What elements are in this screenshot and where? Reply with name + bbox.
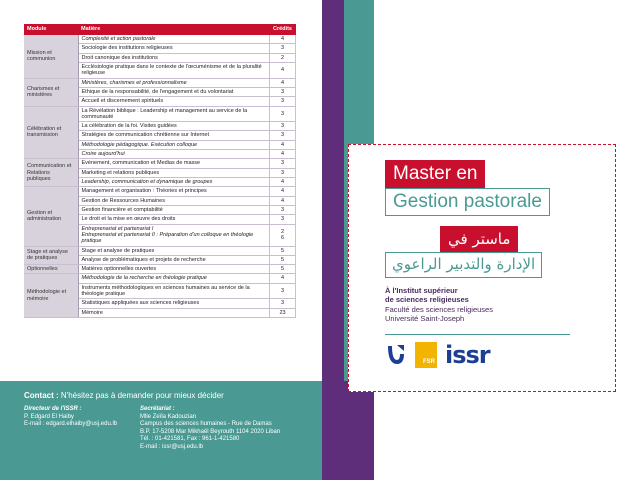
module-cell: Optionnelles [24, 265, 78, 274]
credit-cell: 4 [270, 178, 296, 187]
institution-line1: À l'Institut supérieur [385, 286, 458, 295]
course-cell: Droit canonique des institutions [78, 53, 270, 62]
credit-cell: 23 [270, 308, 296, 317]
course-cell: Accueil et discernement spirituels [78, 97, 270, 106]
institution-line2: de sciences religieuses [385, 295, 469, 305]
usj-logo-icon [385, 342, 407, 368]
course-cell: Matières optionnelles ouvertes [78, 265, 270, 274]
fsr-logo-icon [415, 342, 437, 368]
contact-section [0, 381, 322, 480]
table-body [24, 35, 296, 318]
course-cell: Le droit et la mise en œuvre des droits [78, 215, 270, 224]
contact-heading-text: N'hésitez pas à demander pour mieux décider [58, 391, 224, 400]
course-cell: La célébration de la foi. Visites guidées [78, 122, 270, 131]
course-cell: La Révélation biblique : Leadership et management au service de la communauté [78, 106, 270, 122]
course-cell: Management et organisation : Théories et principes [78, 187, 270, 196]
course-cell: Ecclésiologie pratique dans le contexte de l'œcuménisme et de la pluralité religieuse [78, 62, 270, 78]
credit-cell: 3 [270, 159, 296, 168]
issr-logo-text: issr [445, 341, 490, 369]
course-cell: Statistiques appliquées aux sciences religieuses [78, 299, 270, 308]
course-cell: Analyse de problématiques et projets de recherche [78, 255, 270, 264]
institution-university: Université Saint-Joseph [385, 314, 465, 324]
module-cell: Stage et analyse de pratiques [24, 246, 78, 265]
director-role: Directeur de l'ISSR : [24, 406, 82, 412]
contact-secretariat [140, 406, 320, 451]
credit-cell: 3 [270, 97, 296, 106]
credit-cell: 2 6 [270, 224, 296, 246]
director-email[interactable]: E-mail : edgard.elhaiby@usj.edu.lb [24, 421, 118, 427]
purple-bottom-block [322, 381, 374, 480]
contact-heading-label: Contact : [24, 391, 59, 400]
institution-block [385, 286, 575, 324]
secretariat-role: Secrétariat : [140, 406, 175, 412]
course-cell: Ethique de la responsabilité, de l'engagement et du volontariat [78, 87, 270, 96]
module-cell: Mission et communion [24, 35, 78, 78]
table-row [24, 106, 296, 122]
title-master-en: Master en [385, 160, 485, 188]
title-gestion-pastorale: Gestion pastorale [385, 188, 550, 216]
table-row [24, 265, 296, 274]
course-cell: Instruments méthodologiques en sciences humaines au service de la théologie pratique [78, 283, 270, 299]
arabic-title-line2: الإدارة والتدبير الراعوي [385, 252, 542, 278]
credit-cell: 4 [270, 150, 296, 159]
table-header-row [24, 24, 296, 35]
credit-cell: 3 [270, 168, 296, 177]
table-row [24, 274, 296, 283]
table-row [24, 78, 296, 87]
secretariat-email[interactable]: E-mail : issr@usj.edu.lb [140, 443, 204, 450]
header-course: Matière [78, 24, 270, 35]
credit-cell: 2 [270, 53, 296, 62]
course-cell: Sociologie des institutions religieuses [78, 44, 270, 53]
module-cell: Méthodologie et mémoire [24, 274, 78, 318]
credit-cell: 4 [270, 78, 296, 87]
course-cell: Gestion de Ressources Humaines [78, 196, 270, 205]
contact-heading [24, 391, 224, 400]
issr-logo-icon [445, 342, 490, 368]
module-cell: Célébration et transmission [24, 106, 78, 159]
credit-cell: 3 [270, 131, 296, 140]
secretariat-name: Mlle Zeïla Kadouzian [140, 413, 197, 420]
course-cell: Complexité et action pastorale [78, 35, 270, 44]
table-row [24, 159, 296, 168]
credit-cell: 4 [270, 35, 296, 44]
course-table [24, 24, 296, 318]
course-cell: Mémoire [78, 308, 270, 317]
credit-cell: 4 [270, 62, 296, 78]
course-cell: Méthodologie pédagogique. Exécution colloque [78, 140, 270, 149]
header-credits: Crédits [270, 24, 296, 35]
table-row [24, 246, 296, 255]
institution-divider [385, 334, 570, 335]
credit-cell: 3 [270, 299, 296, 308]
credit-cell: 4 [270, 196, 296, 205]
course-cell: Gestion financière et comptabilité [78, 205, 270, 214]
course-cell: Entreprenariat et partenariat I Entreprenariat et partenariat II : Préparation d'un colloque en théologie pratique [78, 224, 270, 246]
course-cell: Stage et analyse de pratiques [78, 246, 270, 255]
module-cell: Communication et Relations publiques [24, 159, 78, 187]
credit-cell: 3 [270, 283, 296, 299]
credit-cell: 5 [270, 265, 296, 274]
fsr-logo-text: FSR [423, 359, 435, 365]
course-cell: Stratégies de communication chrétienne sur Internet [78, 131, 270, 140]
credit-cell: 4 [270, 187, 296, 196]
credit-cell: 4 [270, 274, 296, 283]
secretariat-address: B.P. 17-5208 Mar Mikhaël Beyrouth 1104 2020 Liban [140, 428, 281, 435]
contact-director [24, 406, 134, 429]
module-cell: Gestion et administration [24, 187, 78, 246]
credit-cell: 5 [270, 246, 296, 255]
course-cell: Leadership, communication et dynamique de groupes [78, 178, 270, 187]
course-cell: Ministères, charismes et professionnalisme [78, 78, 270, 87]
course-cell: Croire aujourd'hui [78, 150, 270, 159]
header-module: Module [24, 24, 78, 35]
course-cell: Evénement, communication et Medias de masse [78, 159, 270, 168]
credit-cell: 4 [270, 140, 296, 149]
credit-cell: 3 [270, 87, 296, 96]
credit-cell: 3 [270, 205, 296, 214]
credit-cell: 3 [270, 44, 296, 53]
credit-cell: 5 [270, 255, 296, 264]
secretariat-phone: Tél. : 01-421581, Fax : 961-1-421580 [140, 436, 240, 442]
course-cell: Marketing et relations publiques [78, 168, 270, 177]
director-name: P. Edgard El Haiby [24, 413, 74, 420]
arabic-title-line1: ماستر في [440, 226, 518, 252]
credit-cell: 3 [270, 122, 296, 131]
course-table-section [24, 24, 296, 318]
table-row [24, 187, 296, 196]
module-cell: Charismes et ministères [24, 78, 78, 106]
table-row [24, 35, 296, 44]
credit-cell: 3 [270, 215, 296, 224]
course-cell: Méthodologie de la recherche en théologie pratique [78, 274, 270, 283]
secretariat-campus: Campus des sciences humaines - Rue de Damas [140, 421, 272, 427]
credit-cell: 3 [270, 106, 296, 122]
institution-faculty: Faculté des sciences religieuses [385, 304, 493, 314]
